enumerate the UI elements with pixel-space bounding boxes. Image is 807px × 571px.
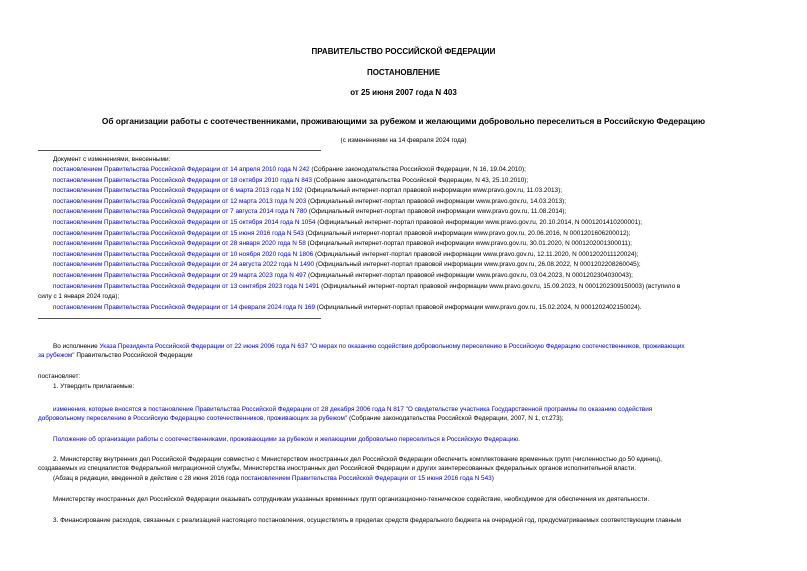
- amendment-link[interactable]: постановлением Правительства Российской Федерации от 12 марта 2013 года N 203: [53, 197, 307, 205]
- document-type-heading: ПОСТАНОВЛЕНИЕ: [366, 68, 441, 77]
- amendment-source: (Официальный интернет-портал правовой информации www.pravo.gov.ru, 30.01.2020, N 0001202001300011);: [305, 240, 632, 248]
- amendment-item: [38, 292, 119, 301]
- amendment-source: (Официальный интернет-портал правовой информации www.pravo.gov.ru, 15.02.2024, N 0001202402150024).: [315, 303, 642, 311]
- document-date-number: от 25 июня 2007 года N 403: [350, 88, 457, 97]
- item-1a-line2: [38, 414, 564, 423]
- amendment-item: [53, 303, 642, 312]
- amendment-link[interactable]: постановлением Правительства Российской Федерации от 18 октября 2010 года N 843: [53, 176, 312, 184]
- item-2-paragraph-2: Министерству иностранных дел Российской Федерации оказывать сотрудникам указанных временных групп организационно-техническое содействие, необходимое для обеспечения их деятельности.: [53, 496, 650, 503]
- amendment-link[interactable]: постановлением Правительства Российской Федерации от 10 ноября 2020 года N 1806: [53, 250, 314, 258]
- amendment-source: силу с 1 января 2024 года);: [38, 293, 120, 301]
- government-heading: ПРАВИТЕЛЬСТВО РОССИЙСКОЙ ФЕДЕРАЦИИ: [311, 47, 496, 56]
- item-1b: [53, 435, 520, 444]
- item-1a-line1: [53, 405, 652, 414]
- amendment-item: [53, 165, 526, 174]
- amendments-intro: Документ с изменениями, внесенными:: [53, 156, 171, 163]
- amendments-817-link-cont[interactable]: добровольному переселению в Российскую Федерацию соотечественников, проживающих за рубежом": [38, 415, 348, 422]
- item-2-note: [53, 474, 494, 483]
- amendment-link[interactable]: постановлением Правительства Российской Федерации от 14 февраля 2024 года N 169: [53, 303, 316, 311]
- preamble-paragraph-line1: [53, 342, 685, 351]
- amendment-link[interactable]: постановлением Правительства Российской Федерации от 7 августа 2014 года N 780: [53, 208, 307, 216]
- preamble-prefix: Во исполнение: [53, 343, 100, 350]
- amendment-item: [53, 239, 632, 248]
- document-title: Об организации работы с соотечественниками, проживающими за рубежом и желающими добровольно переселиться в Российскую Федерацию: [101, 116, 706, 126]
- amendment-item: [53, 229, 630, 238]
- amendment-source: (Официальный интернет-портал правовой информации www.pravo.gov.ru, 12.11.2020, N 0001202011120024);: [313, 250, 639, 258]
- amendment-link[interactable]: постановлением Правительства Российской Федерации от 24 августа 2022 года N 1490: [53, 261, 315, 269]
- amendment-source: (Собрание законодательства Российской Федерации, N 16, 19.04.2010);: [309, 166, 526, 173]
- amendment-link[interactable]: постановлением Правительства Российской Федерации от 15 июня 2016 года N 543: [53, 229, 304, 237]
- item-2-note-suffix: ): [491, 475, 494, 482]
- amendment-link[interactable]: постановлением Правительства Российской Федерации от 29 марта 2023 года N 497: [53, 272, 307, 279]
- amendment-item: [53, 250, 638, 259]
- amendment-source: (Официальный интернет-портал правовой информации www.pravo.gov.ru, 26.08.2022, N 0001202208260045);: [314, 261, 641, 269]
- amendment-link[interactable]: постановлением Правительства Российской Федерации от 6 марта 2013 года N 192: [53, 187, 303, 195]
- amendment-link[interactable]: постановлением Правительства Российской Федерации от 13 сентября 2023 года N 1491: [53, 282, 320, 290]
- amendment-source: (Официальный интернет-портал правовой информации www.pravo.gov.ru, 03.04.2023, N 0001202304030043);: [306, 272, 633, 279]
- amendment-item: [53, 207, 566, 216]
- amendment-item: [53, 176, 528, 185]
- amendment-source: (Официальный интернет-портал правовой информации www.pravo.gov.ru, 20.06.2016, N 0001201606200012);: [303, 229, 631, 237]
- amendment-source: (Официальный интернет-портал правовой информации www.pravo.gov.ru, 11.08.2014);: [306, 208, 567, 216]
- amendment-item: [53, 282, 680, 291]
- amendment-source: (Официальный интернет-портал правовой информации www.pravo.gov.ru, 11.03.2013);: [302, 187, 563, 195]
- decree-word: постановляет:: [38, 373, 81, 380]
- amendment-item: [53, 271, 633, 280]
- amendments-top-divider: [38, 150, 321, 151]
- presidential-decree-link-cont[interactable]: за рубежом": [38, 352, 75, 359]
- amendment-source: (Официальный интернет-портал правовой информации www.pravo.gov.ru, 20.10.2014, N 0001201410200001);: [315, 219, 643, 226]
- amendment-source: (Официальный интернет-портал правовой информации www.pravo.gov.ru, 15.09.2023, N 0001202309150003) (вступило в: [319, 282, 681, 290]
- presidential-decree-link[interactable]: Указа Президента Российской Федерации от 22 июня 2006 года N 637 "О мерах по оказанию содействия добровольному переселению в Российскую Федерацию соотечественников, проживающих: [99, 343, 685, 350]
- amendment-link[interactable]: постановлением Правительства Российской Федерации от 15 октября 2014 года N 1054: [53, 219, 316, 226]
- amendment-link[interactable]: постановлением Правительства Российской Федерации от 14 апреля 2010 года N 242: [53, 166, 310, 173]
- amendments-817-link[interactable]: изменения, которые вносятся в постановление Правительства Российской Федерации от 28 декабря 2006 года N 817 "О свидетельстве участника Государственной программы по оказанию содействия: [53, 406, 653, 413]
- amendment-source: (Официальный интернет-портал правовой информации www.pravo.gov.ru, 14.03.2013);: [306, 197, 567, 205]
- amendment-link[interactable]: постановлением Правительства Российской Федерации от 28 января 2020 года N 58: [53, 240, 306, 248]
- item-2-line1: 2. Министерству внутренних дел Российской Федерации совместно с Министерством иностранных дел Российской Федерации обеспечить комплектование временных групп (численностью до 50 единиц),: [53, 456, 662, 463]
- item-1: 1. Утвердить прилагаемые:: [53, 383, 135, 390]
- revision-note: (с изменениями на 14 февраля 2024 года): [340, 137, 467, 144]
- preamble-paragraph-line2: [38, 351, 193, 360]
- item-2-note-prefix: (Абзац в редакции, введенной в действие с 28 июня 2016 года: [53, 475, 241, 482]
- amendments-bottom-divider: [38, 318, 321, 319]
- amendment-item: [53, 186, 562, 195]
- regulation-link[interactable]: Положение об организации работы с соотечественниками, проживающими за рубежом и желающими добровольно переселиться в Российскую Федерацию.: [53, 436, 521, 443]
- amendment-item: [53, 218, 642, 227]
- item-1a-source: (Собрание законодательства Российской Федерации, 2007, N 1, ст.273);: [347, 415, 564, 422]
- preamble-suffix: Правительство Российской Федерации: [74, 352, 193, 359]
- item-3: 3. Финансирование расходов, связанных с реализацией настоящего постановления, осуществлять в пределах средств федерального бюджета на очередной год, предусматриваемых соответствующим главным: [53, 517, 682, 524]
- amendment-item: [53, 197, 566, 206]
- amendment-item: [53, 260, 641, 269]
- item-2-line2: создаваемых из специалистов Федеральной миграционной службы, Министерства иностранных дел Российской Федерации и других заинтересованных федеральных органов исполнительной власти.: [38, 465, 636, 472]
- decree-543-link[interactable]: постановлением Правительства Российской Федерации от 15 июня 2016 года N 543: [240, 475, 492, 482]
- amendment-source: (Собрание законодательства Российской Федерации, N 43, 25.10.2010);: [311, 176, 529, 184]
